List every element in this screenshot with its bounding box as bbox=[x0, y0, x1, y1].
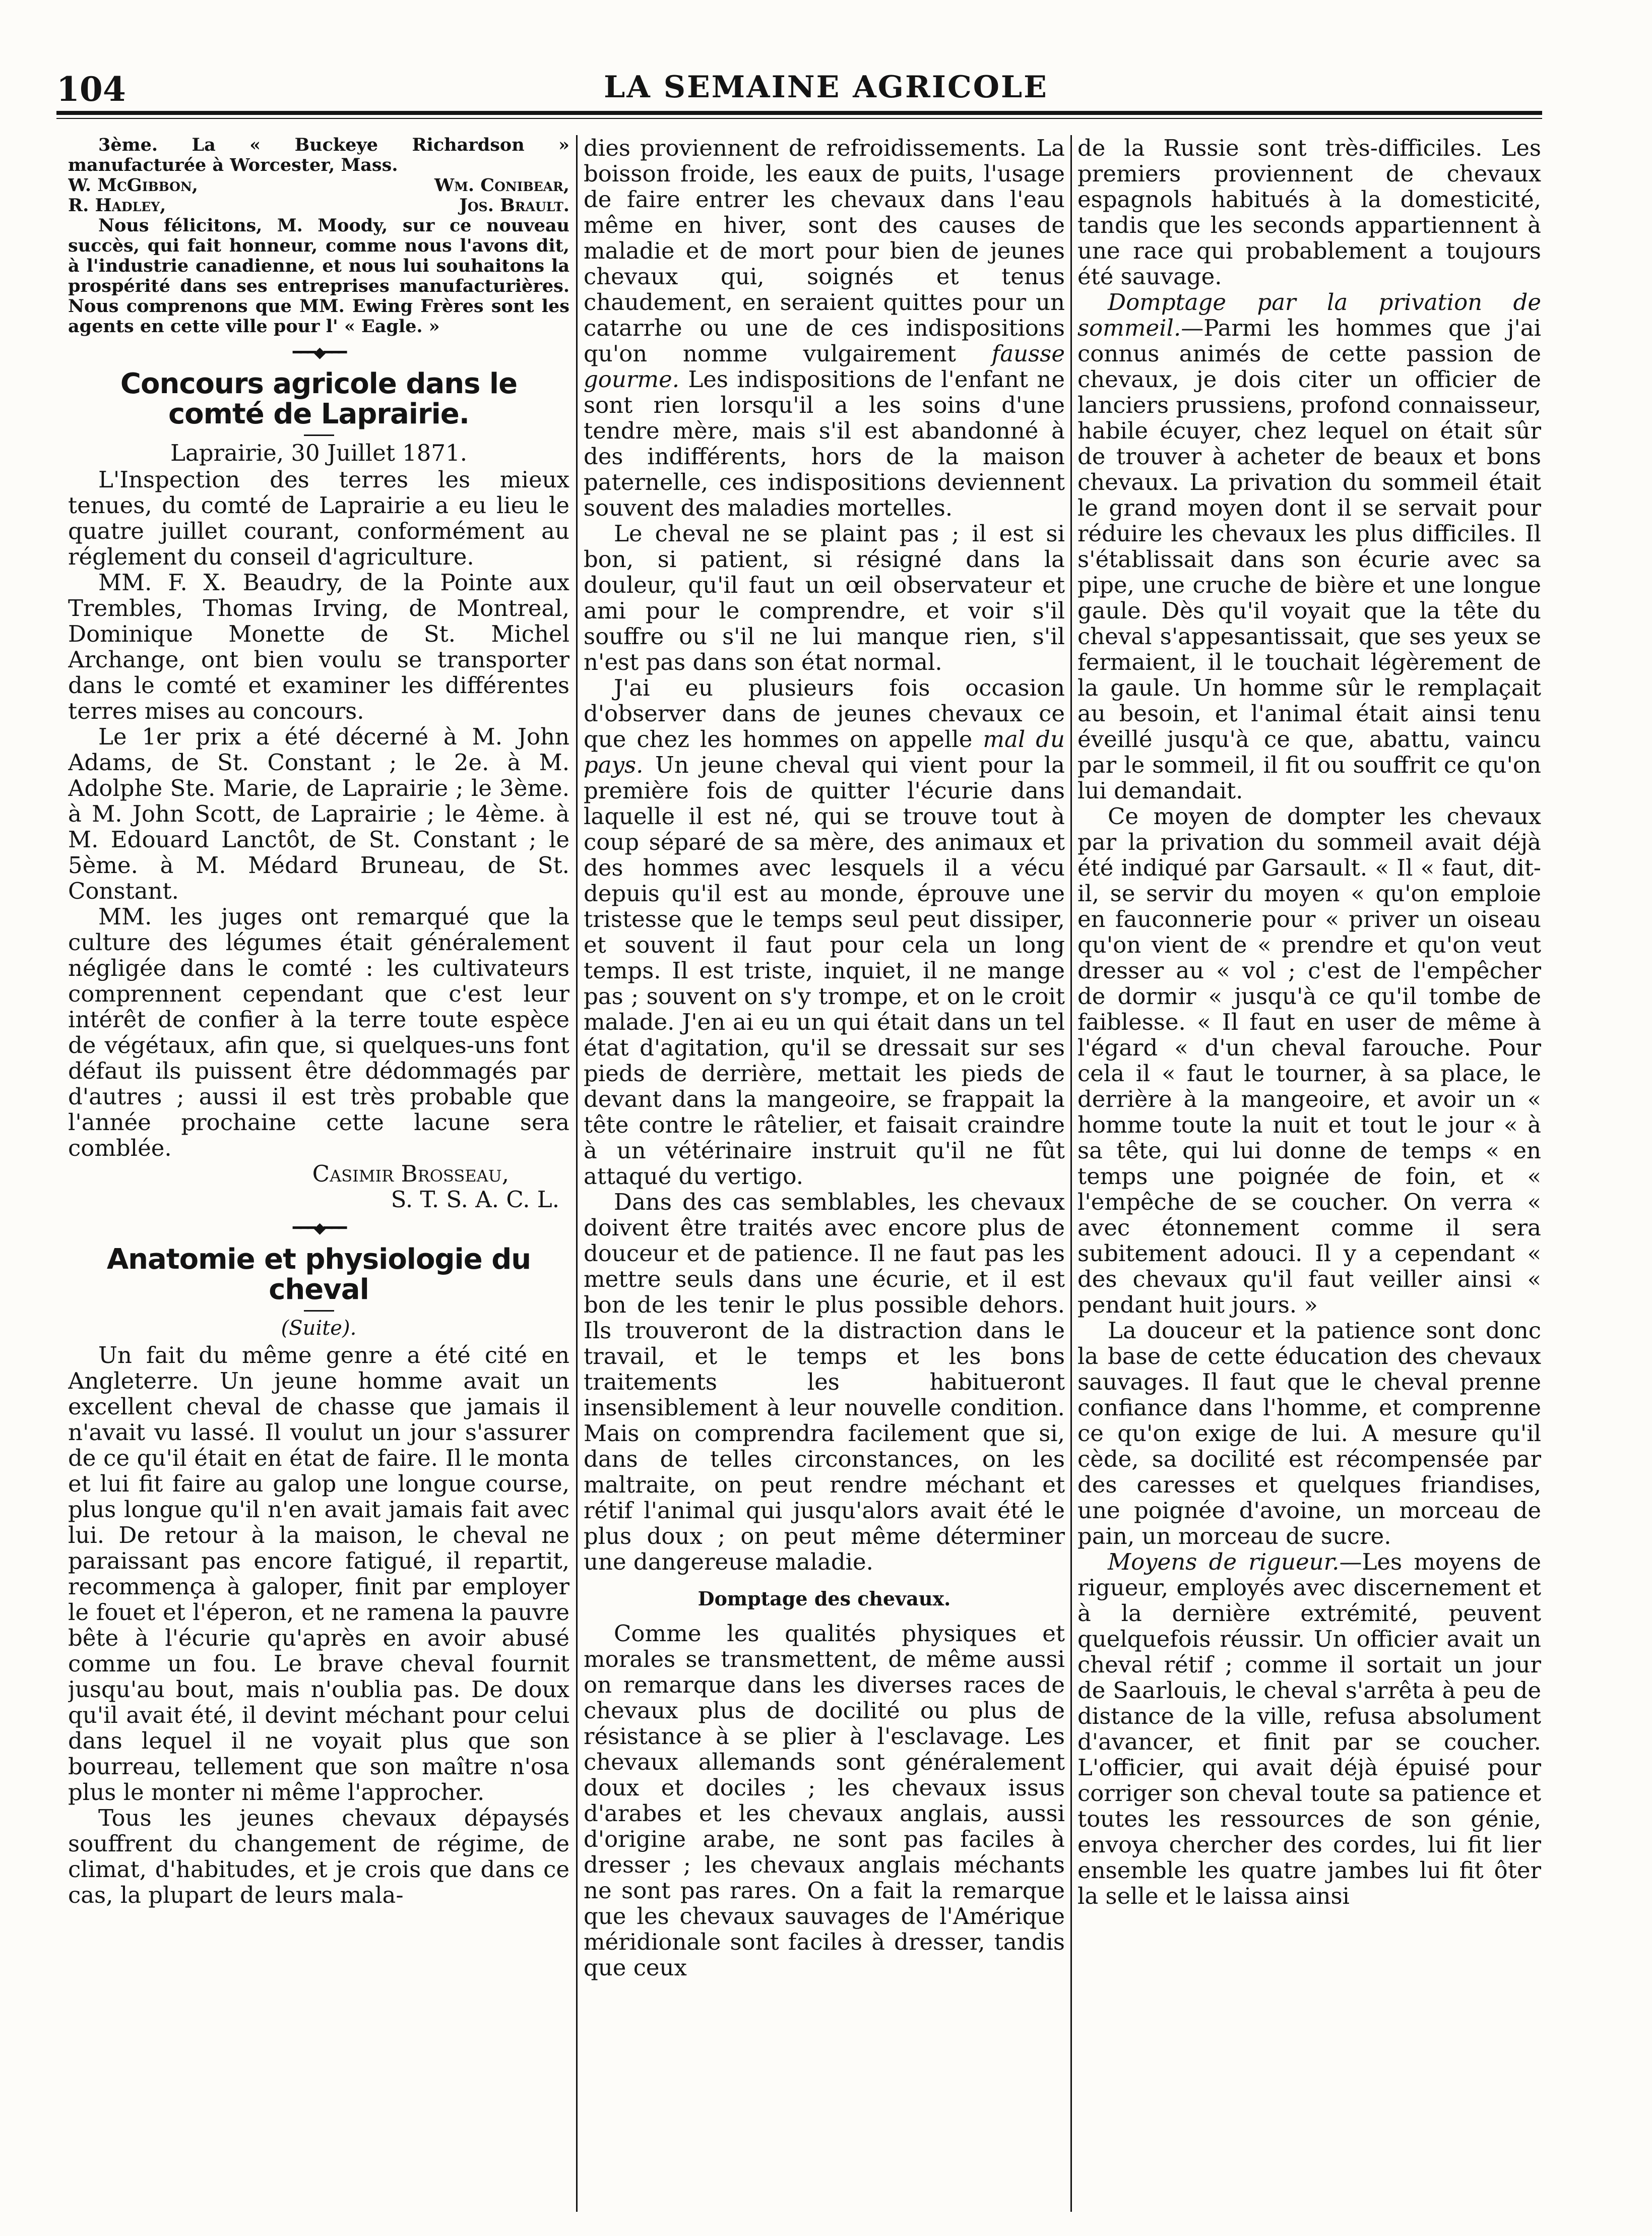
text-run: J'ai eu plusieurs fois occasion d'observer dans de jeunes chevaux ce que chez les hommes on appelle bbox=[584, 674, 1065, 753]
title-dash bbox=[304, 1310, 334, 1312]
ornament-divider: ━━━◆━━━ bbox=[292, 1219, 345, 1237]
page-number: 104 bbox=[56, 70, 126, 109]
paragraph: Tous les jeunes chevaux dépaysés souffrent du changement de régime, de climat, d'habitudes, et je crois que dans ce cas, la plupart de leurs mala- bbox=[68, 1805, 569, 1908]
paragraph bbox=[584, 135, 1065, 521]
judges-row-1 bbox=[68, 175, 569, 196]
column-divider-1 bbox=[576, 135, 578, 2212]
article-title-anatomie: Anatomie et physiologie du cheval bbox=[106, 1243, 531, 1306]
article-subtitle: (Suite). bbox=[281, 1317, 357, 1340]
paragraph: Comme les qualités physiques et morales se transmettent, de même aussi on remarque dans les diverses races de chevaux plus de docilité ou plus de résistance à se plier à l'esclavage. Les chevaux allemands sont généralement doux et dociles ; les chevaux issus d'arabes et les chevaux anglais, aussi d'origine arabe, ne sont pas faciles à dresser ; les chevaux anglais méchants ne sont pas rares. On a fait la remarque que les chevaux sauvages de l'Amérique méridionale sont faciles à dresser, tandis que ceux bbox=[584, 1620, 1065, 1981]
paragraph: Un fait du même genre a été cité en Angleterre. Un jeune homme avait un excellent cheval de chasse que jamais il n'avait vu lassé. Il voulut un jour s'assurer de ce qu'il était en état de faire. Il le monta et lui fit faire au galop une longue course, plus longue qu'il n'en avait jamais fait avec lui. De retour à la maison, le cheval ne paraissant pas encore fatigué, il repartit, recommença à galoper, finit par employer le fouet et l'éperon, et ne ramena la pauvre bête à l'écurie qu'après en avoir abusé comme un fou. Le brave cheval fournit jusqu'au bout, mais n'oublia pas. De doux qu'il avait été, il devint méchant pour celui dans lequel il ne voyait plus que son bourreau, tellement que son maître n'osa plus le monter ni même l'approcher. bbox=[68, 1342, 569, 1806]
paragraph: MM. F. X. Beaudry, de la Pointe aux Trembles, Thomas Irving, de Montreal, Dominique Monette de St. Michel Archange, ont bien voulu se transporter dans le comté et examiner les différentes terres mises au concours. bbox=[68, 569, 569, 724]
italic-term: fausse gourme. bbox=[584, 340, 1065, 393]
article-title-concours: Concours agricole dans le comté de Laprairie. bbox=[120, 367, 518, 430]
paragraph bbox=[1077, 1549, 1541, 1909]
notice-text: 3ème. La « Buckeye Richardson » manufacturée à Worcester, Mass. bbox=[68, 135, 569, 175]
header-rule bbox=[56, 111, 1542, 115]
paragraph: Dans des cas semblables, les chevaux doivent être traités avec encore plus de douceur et de patience. Il ne faut pas les mettre seuls dans une écurie, et il est bon de les tenir le plus possible dehors. Ils trouveront de la distraction dans le travail, et le temps et les bons traitements les habitueront insensiblement à leur nouvelle condition. Mais on comprendra facilement que si, dans de telles circonstances, on les maltraite, on peut rendre méchant et rétif l'animal qui jusqu'alors avait été le plus doux ; on peut même déterminer une dangereuse maladie. bbox=[584, 1189, 1065, 1575]
text-run: dies proviennent de refroidissements. La boisson froide, les eaux de puits, l'usage de faire entrer les chevaux dans l'eau même en hiver, sont des causes de maladie et de mort pour bien de jeunes chevaux qui, soignés et tenus chaudement, en seraient quittes pour un catarrhe ou une de ces indispositions qu'on nomme vulgairement bbox=[584, 135, 1065, 367]
header-rule-thin bbox=[56, 118, 1542, 119]
italic-term: mal du pays. bbox=[584, 726, 1065, 778]
signature-name: Casimir Brosseau, bbox=[312, 1160, 509, 1187]
masthead-title: LA SEMAINE AGRICOLE bbox=[604, 70, 1048, 105]
column-2 bbox=[584, 135, 1065, 2212]
section-heading-domptage: Domptage des chevaux. bbox=[697, 1587, 951, 1610]
text-run: —Parmi les hommes que j'ai connus animés de cette passion de chevaux, je dois citer un officier de lanciers prussiens, profond connaisseur, habile écuyer, chez lequel on était sûr de trouver à acheter de beaux et bons chevaux. La privation du sommeil était le grand moyen dont il se servait pour réduire les chevaux les plus difficiles. Il s'établissait dans son écurie avec sa pipe, une cruche de bière et une longue gaule. Dès qu'il voyait que la tête du cheval s'appesantissait, que ses yeux se fermaient, il le touchait légèrement de la gaule. Un homme sûr le remplaçait au besoin, et l'animal était ainsi tenu éveillé jusqu'à ce que, abattu, vaincu par le sommeil, il fit ou souffrit ce qu'on lui demandait. bbox=[1077, 315, 1541, 804]
paragraph: MM. les juges ont remarqué que la culture des légumes était généralement négligée dans le comté : les cultivateurs comprennent cependant que c'est leur intérêt de confier à la terre toute espèce de végétaux, afin que, si quelques-uns font défaut ils puissent être dédommagés par d'autres ; aussi il est très probable que l'année prochaine cette lacune sera comblée. bbox=[68, 903, 569, 1161]
title-dash bbox=[304, 434, 334, 436]
paragraph: Le cheval ne se plaint pas ; il est si bon, si patient, si résigné dans la douleur, qu'il faut un œil observateur et ami pour le comprendre, et voir s'il souffre ou s'il ne lui manque rien, s'il n'est pas dans son état normal. bbox=[584, 520, 1065, 675]
judge-name: R. Hadley, bbox=[68, 195, 166, 216]
text-run: —Les moyens de rigueur, employés avec discernement et à la dernière extrémité, peuvent quelquefois réussir. Un officier avait un cheval rétif ; comme il sortait un jour de Saarlouis, le cheval s'arrêta à peu de distance de la ville, refusa absolument d'avancer, et finit par se coucher. L'officier, qui avait déjà épuisé pour corriger son cheval toute sa patience et toutes les ressources de son génie, envoya chercher des cordes, lui fit lier ensemble les quatre jambes lui fit ôter la selle et le laissa ainsi bbox=[1077, 1548, 1541, 1909]
column-1 bbox=[68, 135, 569, 2212]
notice-closing: Nous félicitons, M. Moody, sur ce nouveau succès, qui fait honneur, comme nous l'avons dit, à l'industrie canadienne, et nous lui souhaitons la prospérité dans ses entreprises manufacturières. Nous comprenons que MM. Ewing Frères sont les agents en cette ville pour l' « Eagle. » bbox=[68, 215, 569, 337]
judges-row-2 bbox=[68, 196, 569, 216]
paragraph bbox=[584, 675, 1065, 1189]
judge-name: Jos. Brault. bbox=[459, 195, 569, 216]
paragraph: La douceur et la patience sont donc la base de cette éducation des chevaux sauvages. Il faut que le cheval prenne confiance dans l'homme, et comprenne ce qu'on exige de lui. A mesure qu'il cède, sa docilité est récompensée par des caresses et quelques friandises, une poignée d'avoine, un morceau de pain, un morceau de sucre. bbox=[1077, 1317, 1541, 1549]
signature-title: S. T. S. A. C. L. bbox=[391, 1186, 559, 1213]
paragraph: de la Russie sont très-difficiles. Les premiers proviennent de chevaux espagnols habitués à la domesticité, tandis que les seconds appartiennent à une race qui probablement a toujours été sauvage. bbox=[1077, 135, 1541, 290]
italic-heading: Domptage par la privation de sommeil. bbox=[1077, 289, 1541, 341]
paragraph: Le 1er prix a été décerné à M. John Adams, de St. Constant ; le 2e. à M. Adolphe Ste. Marie, de Laprairie ; le 3ème. à M. John Scott, de Laprairie ; le 4ème. à M. Edouard Lanctôt, de St. Constant ; le 5ème. à M. Médard Bruneau, de St. Constant. bbox=[68, 723, 569, 904]
paragraph bbox=[1077, 289, 1541, 803]
judge-name: W. McGibbon, bbox=[68, 175, 198, 196]
text-run: Les indispositions de l'enfant ne sont rien lorsqu'il a les soins d'une tendre mère, mais s'il est abandonné à des indifférents, hors de la maison paternelle, ces indispositions deviennent souvent des maladies mortelles. bbox=[584, 366, 1065, 521]
dateline: Laprairie, 30 Juillet 1871. bbox=[170, 440, 467, 466]
judge-name: Wm. Conibear, bbox=[434, 175, 569, 196]
text-run: Un jeune cheval qui vient pour la première fois de quitter l'écurie dans laquelle il est né, qui se trouve tout à coup séparé de sa mère, des animaux et des hommes avec lesquels il a vécu depuis qu'il est au monde, éprouve une tristesse que le temps seul peut dissiper, et souvent il faut pour cela un long temps. Il est triste, inquiet, il ne mange pas ; souvent on s'y trompe, et on le croit malade. J'en ai eu un qui était dans un tel état d'agitation, qu'il se dressait sur ses pieds de derrière, mettait les pieds de devant dans la mangeoire, se frappait la tête contre le râtelier, et faisait craindre à un vétérinaire instruit qu'il ne fût attaqué du vertigo. bbox=[584, 752, 1065, 1190]
paragraph: Ce moyen de dompter les chevaux par la privation du sommeil avait déjà été indiqué par Garsault. « Il « faut, dit-il, se servir du moyen « qu'on emploie en fauconnerie pour « priver un oiseau qu'on vient de « prendre et qu'on veut dresser au « vol ; c'est de l'empêcher de dormir « jusqu'à ce qu'il tombe de faiblesse. « Il faut en user de même à l'égard « d'un cheval farouche. Pour cela il « faut le tourner, à sa place, le derrière à la mangeoire, et avoir un « homme toute la nuit et tout le jour « à sa tête, qui lui donne de temps « en temps une poignée de foin, et « l'empêche de se coucher. On verra « avec étonnement comme il sera subitement adouci. Il y a cependant « des chevaux qu'il faut veiller ainsi « pendant huit jours. » bbox=[1077, 803, 1541, 1318]
column-divider-2 bbox=[1070, 135, 1072, 2212]
ornament-divider: ━━━◆━━━ bbox=[292, 344, 345, 361]
column-3 bbox=[1077, 135, 1541, 2212]
paragraph: L'Inspection des terres les mieux tenues, du comté de Laprairie a eu lieu le quatre juillet courant, conformément au réglement du conseil d'agriculture. bbox=[68, 466, 569, 570]
italic-heading: Moyens de rigueur. bbox=[1108, 1548, 1340, 1575]
